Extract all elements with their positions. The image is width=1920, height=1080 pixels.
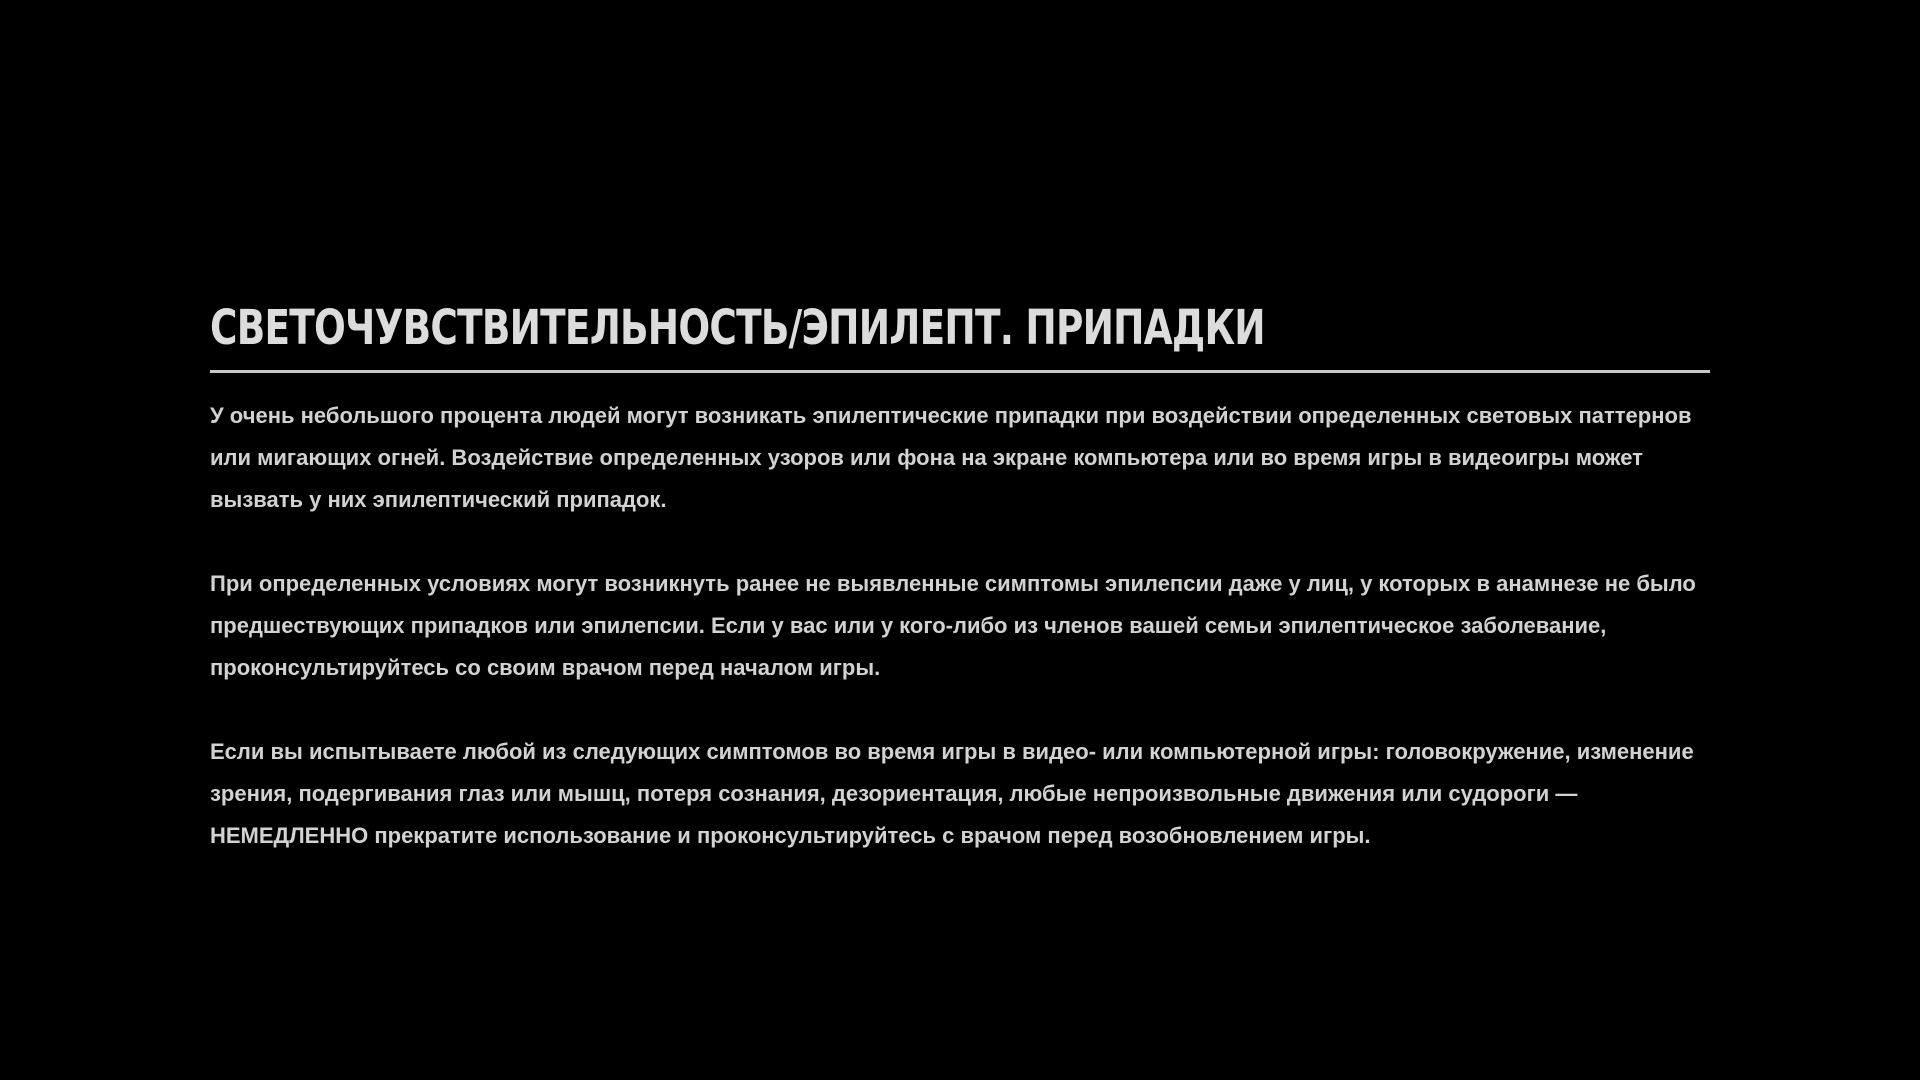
title-divider xyxy=(210,370,1710,373)
warning-title: СВЕТОЧУВСТВИТЕЛЬНОСТЬ/ЭПИЛЕПТ. ПРИПАДКИ xyxy=(210,300,1265,356)
warning-paragraph-2: При определенных условиях могут возникнуть ранее не выявленные симптомы эпилепсии даже у лиц, у которых в анамнезе не было предшествующих припадков или эпилепсии. Если у вас или у кого-либо из членов вашей семьи эпилептическое заболевание, проконсультируйтесь со своим врачом перед началом игры. xyxy=(210,571,1696,680)
warning-paragraph-1: У очень небольшого процента людей могут возникать эпилептические припадки при воздействии определенных световых паттернов или мигающих огней. Воздействие определенных узоров или фона на экране компьютера или во время игры в видеоигры может вызвать у них эпилептический припадок. xyxy=(210,403,1692,512)
warning-body xyxy=(210,395,1710,857)
warning-paragraph-3: Если вы испытываете любой из следующих симптомов во время игры в видео- или компьютерной игры: головокружение, изменение зрения, подергивания глаз или мышц, потеря сознания, дезориентация, любые непроизвольные движения или судороги — НЕМЕДЛЕННО прекратите использование и проконсультируйтесь с врачом перед возобновлением игры. xyxy=(210,739,1694,848)
warning-panel xyxy=(210,296,1710,899)
